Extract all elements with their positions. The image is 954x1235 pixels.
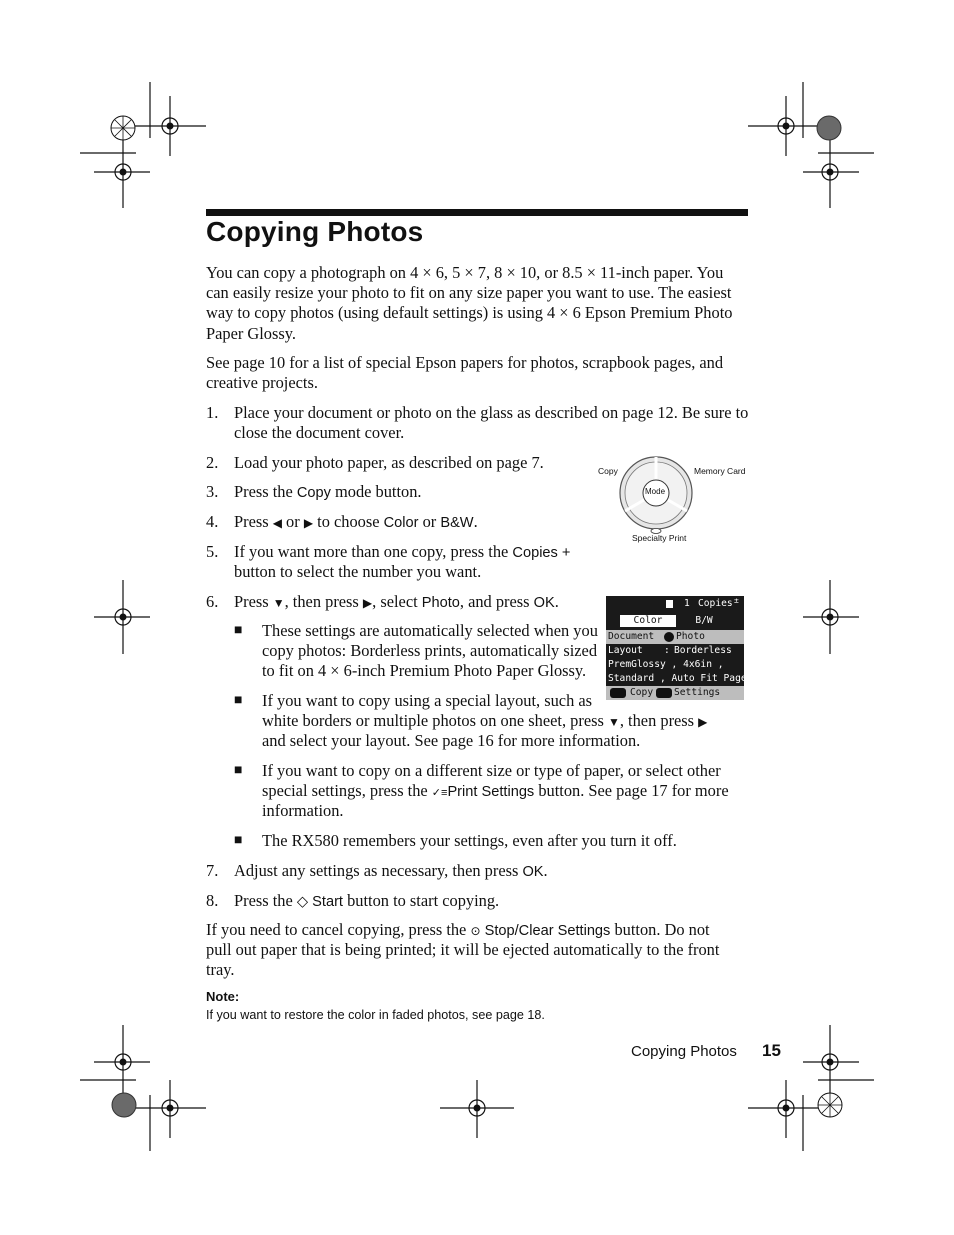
dial-label-memory-card: Memory Card (694, 466, 746, 476)
stop-icon: ⊙ (470, 924, 481, 938)
lcd-bottom-bar: Copy Settings (606, 686, 744, 700)
bullet-text: special settings, press the ✓≡Print Settings button. See page 17 for more (262, 781, 729, 800)
step-text: Place your document or photo on the glass as described on page 12. Be sure to (234, 403, 749, 422)
lcd-paper-row: PremGlossy , 4x6in , (608, 659, 724, 670)
step-text: If you want more than one copy, press the Copies + (234, 542, 571, 561)
note-title: Note: (206, 989, 240, 1004)
step-text: Press ◀ or ▶ to choose Color or B&W. (234, 512, 478, 531)
down-arrow-icon: ▼ (272, 596, 285, 610)
print-settings-icon (656, 688, 672, 698)
bullet-text: to fit on 4 × 6-inch Premium Photo Paper Glossy. (262, 661, 587, 680)
bullet-text: These settings are automatically selected when you (262, 621, 598, 640)
cancel-paragraph-line1: If you need to cancel copying, press the ⊙ Stop/Clear Settings button. Do not (206, 920, 710, 939)
step-number: 2. (206, 453, 219, 472)
heading-rule (206, 209, 748, 216)
document-icon (666, 600, 673, 608)
lcd-copies-row: 1 Copies ± (606, 597, 744, 611)
bullet-text: copy photos: Borderless prints, automatically sized (262, 641, 598, 660)
start-icon (610, 688, 626, 698)
bullet-text: information. (262, 801, 344, 820)
plus-minus-icon: ± (734, 596, 739, 605)
dial-label-mode: Mode (645, 487, 666, 496)
page-number: 15 (762, 1041, 781, 1060)
step-number: 3. (206, 482, 219, 501)
bullet-icon: ■ (234, 833, 243, 848)
start-icon: ◇ (296, 894, 309, 910)
dial-label-specialty-print: Specialty Print (632, 533, 687, 543)
step-text: Press the Copy mode button. (234, 482, 422, 501)
right-arrow-icon (664, 632, 674, 642)
mode-dial-figure (594, 455, 748, 547)
footer-section-title: Copying Photos (631, 1043, 737, 1060)
bullet-icon: ■ (234, 693, 243, 708)
right-arrow-icon: ▶ (698, 715, 708, 729)
bullet-text: If you want to copy using a special layout, such as (262, 691, 593, 710)
right-arrow-icon: ▶ (362, 596, 373, 610)
bullet-text: The RX580 remembers your settings, even after you turn it off. (262, 831, 677, 850)
step-text: Press the ◇ Start button to start copying. (234, 891, 500, 910)
lcd-quality-row: Standard , Auto Fit Page (608, 673, 747, 684)
bullet-text: If you want to copy on a different size or type of paper, or select other (262, 761, 721, 780)
copy-button-ref: Copy (296, 485, 331, 501)
note-text: If you want to restore the color in faded photos, see page 18. (206, 1008, 545, 1022)
step-text: close the document cover. (234, 423, 405, 442)
print-settings-icon: ✓≡ (431, 787, 448, 799)
lcd-color-tabs (606, 614, 744, 628)
step-text: button to select the number you want. (234, 562, 482, 581)
right-arrow-icon: ▶ (303, 516, 314, 530)
tab-bw: B/W (695, 615, 713, 626)
lcd-document-row: Document Photo (606, 630, 744, 644)
lcd-screen-figure (606, 596, 747, 700)
bullet-text: and select your layout. See page 16 for more information. (262, 731, 641, 750)
step-number: 5. (206, 542, 219, 561)
step-number: 8. (206, 891, 219, 910)
intro-paragraph: You can copy a photograph on 4 × 6, 5 × 7, 8 × 10, or 8.5 × 11-inch paper. You can easily resize your photo to fit on any size paper you want to use. The easiest way to copy photos (using default settings) is using 4 × 6 Epson Premium Photo Paper Glossy. (206, 263, 733, 343)
page-title: Copying Photos (206, 216, 424, 247)
tab-color: Color (620, 615, 676, 627)
left-arrow-icon: ◀ (272, 516, 282, 530)
dial-label-copy: Copy (598, 466, 618, 476)
step-text: Press ▼, then press ▶, select Photo, and press OK. (234, 592, 559, 611)
bullet-text: white borders or multiple photos on one sheet, press ▼, then press ▶ (262, 711, 708, 730)
down-arrow-icon: ▼ (607, 715, 620, 729)
step-number: 6. (206, 592, 219, 611)
step-number: 4. (206, 512, 219, 531)
bullet-icon: ■ (234, 763, 243, 778)
cancel-paragraph-line3: tray. (206, 960, 235, 979)
bullet-icon: ■ (234, 623, 243, 638)
step-number: 1. (206, 403, 219, 422)
step-text: Load your photo paper, as described on page 7. (234, 453, 544, 472)
cancel-paragraph-line2: pull out paper that is being printed; it will be ejected automatically to the front (206, 940, 720, 959)
step-text: Adjust any settings as necessary, then press OK. (234, 861, 548, 880)
see-page-paragraph: See page 10 for a list of special Epson papers for photos, scrapbook pages, and creative projects. (206, 353, 724, 393)
step-number: 7. (206, 861, 219, 880)
lcd-layout-row: Layout : Borderless (608, 645, 732, 656)
